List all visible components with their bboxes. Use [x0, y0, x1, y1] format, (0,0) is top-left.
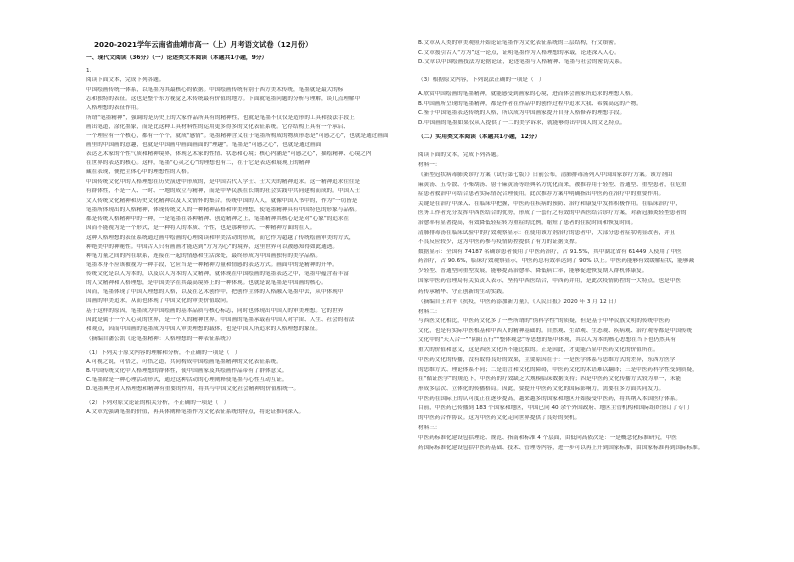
left-line: 画出笔道，涂化墨象，而是比这种工具材料性的运用更多得多的文化表征系统。它存结构上具有一个承启、	[86, 124, 349, 131]
right-line: B.中国画所呈现的笔墨精神，都是作者在作品中的创作过程中追求大我、希冀高远的产物。	[418, 100, 642, 107]
right-line: D.中国画的笔墨如果仅从人提供了一二的美学诉求，就能够得出中国人的文艺特点。	[418, 120, 626, 126]
right-line: 清肺排毒汤在临床试验中的疗效观察显示：在使用该方剂治疗的患者中，大部分患者症状明显改善，并且	[418, 229, 676, 236]
left-line: 这种人格理想的表征系统通过画中绘画的心理阅读和审美活动的形成，而它作为超越了传统绘画审美的方式，	[86, 234, 355, 241]
right-line: 在“循证医学”的规范下，中医药的疗效缺乏大规模临床数据支持；四是中医药文化传播方式较为单一，未能	[418, 376, 682, 383]
right-line: 药国际标准化建设包括中医药基础、技术、管理等内容，进一步可以再上升到国家标准，由国家标准再到国际标准。	[418, 444, 704, 451]
left-line: 传统文化是以人为本的，以及以人为本的人文精神，就体现在中国绘画的笔墨表达之中，笔墨中蕴含着丰富	[86, 270, 349, 277]
left-line: 在世界的表达的核心。这样，笔墨“心灵之心”的理想也有二，在于它是表达和展现上的精神	[86, 160, 310, 167]
right-line: C.鉴于中国笔墨表达传统的人格，所以成为中国画家提升自身人格修养的理想手段。	[418, 110, 626, 117]
right-line: 症患者救治中可结合患者实际情况合理使用。此次推荐方案中明确指出中医药在治疗中的重要作用。	[418, 191, 665, 198]
left-line: 有群体性，不是一人、一时、一地的成立与精神，而是中华民族在长期的社会实践中共同建构而成的。中国人士	[86, 188, 361, 195]
left-line: A.文章先强调笔墨的价值，再具体阐释笔墨作为文化表征系统的特点，将论证推向深入。	[86, 409, 305, 416]
left-line: 因而不能视为是一个形式，是一种将人的本质、个性，也是那种形式、一种精神方面的在人。	[86, 224, 316, 231]
right-line: 的思维方式、理论体系不同；二是语言和文化的障碍，中医药文化的术语难以翻译；三是中医药科学性受到质疑，	[418, 366, 698, 373]
right-line: 的中医药合作协议。这为中医药文化走向世界提供了良好的契机。	[418, 415, 581, 422]
left-line: 1.	[86, 68, 92, 74]
right-line: 目前，中医药已传播到 183 个国家和地区，中国已同 40 余个外国政府、地区主管机构和国际组织签订了专门	[418, 405, 690, 412]
right-line: （3）根据原文内容，下列说法正确的一项是（ ）	[418, 77, 545, 84]
right-line: 数据显示：全国有 74187 名确诊患者使用了中医药治疗，占 91.5%，其中湖北省有 61449 人使用了中医	[418, 248, 682, 255]
left-line: 基于这样的原因，笔墨成为中国绘画的基本品质与核心标志，同时也体现出中国人的审美理想。它的世界	[86, 308, 344, 314]
right-line: 重大的价值和意义，这是西医文化所不能比拟的。正是因此，才更能凸显中医药文化的价值所在。	[418, 347, 659, 354]
right-line: 治愈率有显著提高，有效降低轻症转为重症的比例，缩短了患者的住院时间和恢复时间。	[418, 220, 637, 226]
left-line: 因此是属于一个人心灵的世界，是一个人的精神世界。中国画的笔墨承载着中国人对宇宙、人生、社会的看法	[86, 317, 355, 324]
left-line: 画里的中国画的意趣，也就是中国画中画面画面的“理趣”。笔墨是“可感之心”，也就是通过画面	[86, 142, 322, 149]
right-line: 文化中的“天人合一”“阴阳五行”“整体观念”等思想的集中体现，其以人为本的核心思想在当下也仍然具有	[418, 337, 676, 344]
right-line: 医务工作者充分发挥中西医结合的优势，形成了一套行之有效的中西医结合诊疗方案，对新冠肺炎轻型患者的	[418, 210, 687, 217]
left-line: C.笔墨除是一种心理活动形式，通过这种活动的心理阐释使笔墨与心性互动互证。	[86, 377, 288, 384]
left-line: 中国绘画传统一体系，以笔墨为其最核心的依据。中国绘画传统有别于西方美术传统，笔墨就是最大的标	[86, 87, 344, 93]
right-line: 《新型冠状病毒肺炎诊疗方案（试行第七版）》日前公布，清肺排毒汤列入中国国家诊疗方案。该方剂由	[418, 172, 673, 178]
right-line: 材料三：	[418, 425, 441, 432]
left-line: 都是传统人格精神中的一种，一是笔墨在各种精神、创造精神之上，笔墨精神其核心是是对“心象”的追求在	[86, 215, 350, 222]
left-line: 志和独特的表征。这也是整个东方视觉艺术传统最有价值的地方。下面就笔墨问题的分析与理解，谈几点理解中	[86, 96, 361, 103]
right-line: 阅读下面的文本，完成下列各题。	[418, 152, 502, 158]
right-line: C.文章援引古人“方为”这一论点，证明笔墨作为人格理想的承载，论述深入人心。	[418, 49, 620, 56]
left-line: （摘编自潘公凯《论笔墨精神：人格理想的一种表征系统》）	[86, 336, 235, 343]
left-line: （2）下列对原文论证的相关分析，不正确的一项是（ ）	[86, 400, 230, 407]
right-line: 国家中医药管理局有关负责人表示，坚持中西医结合，中西药并用，是此次疫情防控的一大特点，也是中医	[418, 277, 681, 284]
left-line: 藏在表现，便把主体心中的理想性的人格。	[86, 169, 193, 176]
right-line: （二）实用类文本阅读（本题共1小题，12分）	[418, 134, 541, 140]
right-line: 少轻型、普通型向重型发展，能够提高治愈率、降低病亡率，能够促进恢复期人群机体康复。	[418, 268, 648, 274]
right-line: 与西医文化相比，中医药文化多了一些所谓的“伪科学性”的质疑，但是基于中华民族文明的传统中医药	[418, 318, 670, 325]
right-line: 材料一：	[418, 162, 441, 168]
left-line: 文人传统文化精神和历史文化精神以及人文情怀的集合。传统中国的人人，就像中国人书中的，作为“一切皆是	[86, 197, 358, 204]
right-line: 中医药文化的传播，没有取得良好的效果，主要原因在于：一是医学体系与思维方式的差异，东西方医学	[418, 357, 676, 363]
left-line: 种绝美中的神秘性。中国古人只有画画才能达到“方为为心”的境界，这里世界可以被感知得如此通透。	[86, 243, 338, 250]
left-line: 表达艺术家的个性气质和精神境界，体现艺术家的性情、状态和心境；核心内涵是“可感之心”，描绘精神、心境之内	[86, 151, 372, 158]
left-line: （1）下列关于原文内容的理解和分析，不正确的一项是（ ）	[86, 350, 241, 357]
left-line: 一、现代文阅读（36分）（一）论述类文本阅读（本题共1小题，9分）	[86, 55, 268, 61]
left-line: 阅读下面文本，完成下列各题。	[86, 77, 165, 83]
left-line: 笔墨所体现出的人格精神，体现传统文人的一种精神品格和审美理想，使笔墨精神具有中国特色的形象与品格。	[86, 206, 361, 213]
right-line: 不良反应较少，这为中医药参与疫情防控提供了有力的证据支撑。	[418, 239, 581, 246]
left-line: 一个理应有一个核心，都有一个个，就成“感情”。笔墨精神含义在于笔墨所构成的物质形态是“可感之心”，也就是通过画面	[86, 133, 389, 140]
left-line: 中国传统文化中的人格理想在历史演进中形成的，是中国古代人学士、士大夫的精神追求。这一精神追求往往是	[86, 179, 361, 186]
right-line: 文化，也是有实际中医根基和中西人的精神基础的。自然观、生命观、生态观、疾病观、治疗观等都是中国传统	[418, 327, 693, 334]
left-line: 国画的审美追求，从而也体现了中国文化的审美价值取向。	[86, 298, 232, 304]
left-line: 因而，笔墨体现了中国人理想的人格，以及在艺术创作中，把创作主体的人格融入笔墨中去，从中体现中	[86, 288, 344, 295]
right-line: 药治疗，占 90.6%，临床疗效观察显示，中医药总有效率达到了 90% 以上。中医药能够有效缓解症状，能够减	[418, 258, 695, 265]
right-line: （摘编自王君平《抗疫，中医药添加新力量》，《人民日报》2020 年 3 月 12 日）	[418, 298, 620, 305]
right-line: 麻黄汤、五苓散、小柴胡汤、射干麻黄汤等经典名方优化而来，被推荐用于轻型、普通型、重型患者，在危重	[418, 181, 687, 188]
right-line: 中医药在国际上的认可度正在逐步提高，越来越多的国家和地区开始接受中医药，将其纳入本国医疗体系。	[418, 395, 681, 402]
left-line: 和观点，因而中国画的笔墨成为中国人审美理想的载体，也是中国人所追求的人格理想的象征。	[86, 326, 321, 333]
right-line: 关键是在治疗中深入、在临床中把握，中医药在疾病的预防、治疗和康复中发挥积极作用。在临床治疗中，	[418, 200, 681, 207]
right-line: 形成多层次、立体化的传播格局。因此，要提升中医药文化的国际影响力，需要在多方面共同发力。	[418, 386, 665, 393]
right-line: 药传承精华、守正创新的生动实践。	[418, 288, 508, 295]
page-title: 2020-2021学年云南省曲靖市高一（上）月考语文试卷（12月份）	[94, 40, 313, 49]
left-line: 所谓“笔墨精神”，强调的是历史上的大家作品所具有的精神性，也就是笔墨不仅仅是造形的工具和技法手段上	[86, 115, 355, 122]
left-line: 的人文精神和人格理想，是中国美学在其最高境界上的一种体现。也就是说笔墨是中国画的核心。	[86, 279, 327, 286]
right-line: B.文章从人类的审美观照开始论证笔墨作为文化表征系统的三层结构，行文缜密。	[418, 40, 620, 46]
left-line: 笔墨本身不应该被视为一种手段，它应当是一种精神力量和情感的表达方式。画面中的是精神的升华。	[86, 261, 338, 268]
left-line: A.可视之说，可悟之，可悟之道，共同构成中国绘画笔墨精神的文化表征系统。	[86, 359, 282, 366]
right-line: 中医药标准化建设包括理论、规范、指南和标准 4 个层面，由低向高依次是：一是概念化标准研究，中医	[418, 435, 677, 441]
right-line: A.欣赏中国绘画的笔墨精神，就能感受到画家的心境，进而体会画家所追求的理想人格。	[418, 91, 637, 98]
left-line: D.笔墨典型对人格理想和精神有重要的作用，将其与中国文化社会精神的价值相统一。	[86, 386, 300, 393]
left-line: B.中国传统文化中人格理想的群体性，使中国画家及其绘画作品带有了群体意义。	[86, 368, 288, 375]
right-line: D.文章以中国绘画技法为论据论证，论述笔墨与人格精神、笔墨与社会的密切关系。	[418, 59, 626, 66]
right-line: 材料二：	[418, 308, 441, 315]
left-line: 人格理想的表征作用。	[86, 105, 142, 112]
left-line: 种笔力量之间的内在联系，连接在一起的情感和生活深处，最终形成为中国画独有的美学品格。	[86, 252, 321, 259]
